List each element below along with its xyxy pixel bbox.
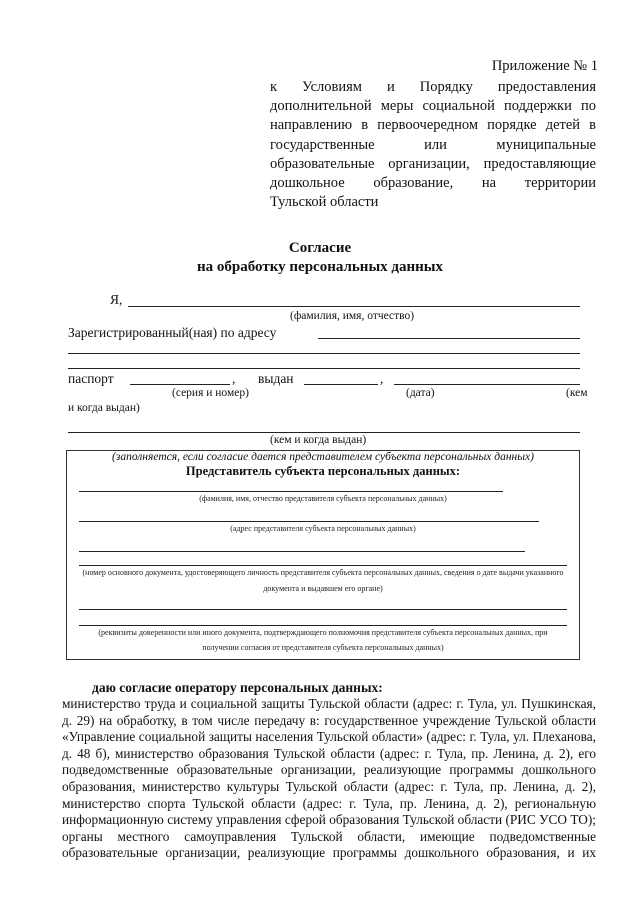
annex-line: образовательные организации, предоставляющие <box>270 155 596 172</box>
rep-doc-caption: (номер основного документа, удостоверяющего личность представителя субъекта персональных данных, сведения о дате выдачи указанного <box>82 568 564 577</box>
series-caption: (серия и номер) <box>172 387 249 399</box>
consent-line: «Управление социальной защиты населения Тульской области» (адрес: г. Тула, ул. Плеханова, <box>62 729 596 745</box>
issuer-field[interactable] <box>394 384 580 385</box>
rep-doc-field-line-2[interactable] <box>79 565 567 566</box>
date-caption: (дата) <box>406 387 435 399</box>
representative-heading: Представитель субъекта персональных данных: <box>185 464 461 478</box>
annex-body <box>270 78 596 212</box>
registered-label: Зарегистрированный(ная) по адресу <box>68 325 277 340</box>
annex-line: дошкольное образование, на территории <box>270 175 596 192</box>
fio-caption: (фамилия, имя, отчество) <box>290 310 415 322</box>
consent-line: д. 48 б), министерство образования Тульской области (адрес: г. Тула, пр. Ленина, д. 2), его <box>62 745 596 761</box>
passport-comma: , <box>232 371 236 386</box>
rep-doc-field[interactable] <box>79 551 525 552</box>
rep-power-field[interactable] <box>79 609 567 610</box>
consent-line: д. 29) на обработку, в том числе передачу в: государственное учреждение Тульской области <box>62 712 596 728</box>
rep-fio-caption: (фамилия, имя, отчество представителя субъекта персональных данных) <box>199 494 447 503</box>
annex-line: государственные или муниципальные <box>270 136 596 153</box>
kem-caption-full: (кем и когда выдан) <box>270 434 367 446</box>
address-field-line-3[interactable] <box>68 368 580 369</box>
consent-heading: даю согласие оператору персональных данных: <box>92 680 383 695</box>
annex-line: направлению в первоочередном порядке детей в <box>270 117 596 134</box>
consent-line: министерство спорта Тульской области (адрес: г. Тула, пр. Ленина, д. 2), региональную <box>62 795 596 811</box>
date-comma: , <box>380 371 384 386</box>
consent-line: министерство труда и социальной защиты Тульской области (адрес: г. Тула, ул. Пушкинская, <box>62 696 596 711</box>
doc-subtitle: на обработку персональных данных <box>197 259 443 275</box>
rep-power-field-line-2[interactable] <box>79 625 567 626</box>
consent-line: образования, министерство культуры Тульской области (адрес: г. Тула, пр. Ленина, д. 2), <box>62 778 596 794</box>
address-field[interactable] <box>318 338 580 339</box>
kem-caption: (кем <box>566 387 588 399</box>
consent-body <box>62 696 596 862</box>
annex-line: Тульской области <box>270 194 379 211</box>
rep-power-caption: (реквизиты доверенности или иного документа, подтверждающего полномочия представителя субъекта персональных данных, при <box>98 628 548 637</box>
rep-address-field[interactable] <box>79 521 539 522</box>
representative-box <box>66 450 580 660</box>
rep-doc-caption-2: документа и выдавшем его органе) <box>263 584 383 593</box>
passport-series-field[interactable] <box>130 384 230 385</box>
consent-line: подведомственные образовательные организации, реализующие программы дошкольного <box>62 762 596 778</box>
rep-power-caption-2: получении согласия от представителя субъекта персональных данных) <box>202 643 444 652</box>
rep-fio-field[interactable] <box>79 491 503 492</box>
representative-note: (заполняется, если согласие дается представителем субъекта персональных данных) <box>112 451 534 463</box>
consent-line: органы местного самоуправления Тульской области, имеющие подведомственные <box>62 828 596 844</box>
rep-address-caption: (адрес представителя субъекта персональных данных) <box>230 524 416 533</box>
doc-title: Согласие <box>288 240 352 256</box>
kem-caption-cont: и когда выдан) <box>68 402 140 414</box>
annex-title: Приложение № 1 <box>491 58 598 74</box>
annex-line: к Условиям и Порядку предоставления <box>270 79 596 95</box>
issuer-full-field[interactable] <box>68 432 580 433</box>
issue-date-field[interactable] <box>304 384 378 385</box>
passport-label: паспорт <box>68 371 114 386</box>
fio-field[interactable] <box>128 306 580 307</box>
issued-label: выдан <box>258 371 294 386</box>
consent-line: образовательные организации, реализующие программы дошкольного образования, и их <box>62 845 596 861</box>
i-label: Я, <box>110 292 123 307</box>
consent-line: информационную систему управления сферой образования Тульской области (РИС УСО ТО); <box>62 812 596 828</box>
address-field-line-2[interactable] <box>68 353 580 354</box>
annex-line: дополнительной меры социальной поддержки по <box>270 98 596 115</box>
